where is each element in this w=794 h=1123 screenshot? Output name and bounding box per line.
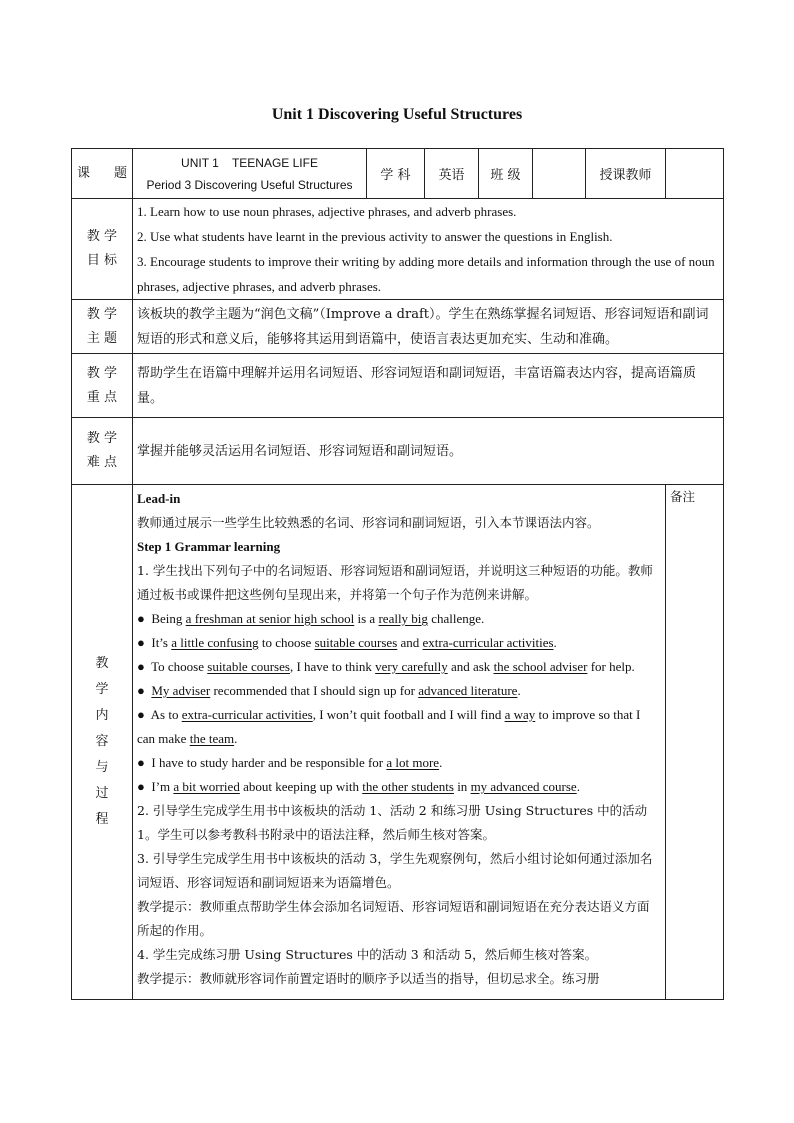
class-value — [533, 149, 586, 199]
example-sentence: ● I have to study harder and be responsible for a lot more. — [137, 755, 443, 770]
theme-row — [72, 300, 724, 354]
objective-item: 3. Encourage students to improve their writing by adding more details and information through the use of noun phrases, adjective phrases, and adverb phrases. — [137, 254, 715, 294]
step1-intro: 1. 学生找出下列句子中的名词短语、形容词短语和副词短语，并说明这三种短语的功能。教师通过板书或课件把这些例句呈现出来，并将第一个句子作为范例来讲解。 — [137, 563, 653, 602]
subject-label: 学 科 — [367, 149, 425, 199]
key-points-label: 教 学 重 点 — [72, 354, 133, 418]
class-label: 班 级 — [479, 149, 533, 199]
lead-in-text: 教师通过展示一些学生比较熟悉的名词、形容词和副词短语，引入本节课语法内容。 — [137, 515, 600, 530]
teacher-label: 授课教师 — [586, 149, 666, 199]
subject-value: 英语 — [425, 149, 479, 199]
objective-item: 2. Use what students have learnt in the previous activity to answer the questions in English. — [137, 229, 613, 244]
objectives-label: 教 学 目 标 — [72, 199, 133, 300]
notes-cell — [666, 485, 724, 1000]
theme-content: 该板块的教学主题为“润色文稿”（Improve a draft）。学生在熟练掌握名词短语、形容词短语和副词短语的形式和意义后，能够将其运用到语篇中，使语言表达更加充实、生动和准确。 — [133, 300, 724, 354]
document-title: Unit 1 Discovering Useful Structures — [271, 106, 523, 123]
step1-title: Step 1 Grammar learning — [137, 539, 281, 554]
lead-in-title: Lead-in — [137, 491, 181, 506]
objectives-row — [72, 199, 724, 300]
course-period: Period 3 Discovering Useful Structures — [146, 177, 353, 192]
key-points-row — [72, 354, 724, 418]
process-item-3: 3. 引导学生完成学生用书中该板块的活动 3，学生先观察例句，然后小组讨论如何通过添加名词短语、形容词短语和副词短语来为语篇增色。 — [137, 851, 653, 890]
example-sentence: ● I’m a bit worried about keeping up with the other students in my advanced course. — [137, 779, 580, 794]
process-item-4: 4. 学生完成练习册 Using Structures 中的活动 3 和活动 5，然后师生核对答案。 — [137, 947, 598, 962]
teaching-tip: 教学提示：教师就形容词作前置定语时的顺序予以适当的指导，但切忌求全。练习册 — [137, 971, 600, 986]
key-points-content: 帮助学生在语篇中理解并运用名词短语、形容词短语和副词短语，丰富语篇表达内容，提高语篇质量。 — [133, 354, 724, 418]
process-item-2: 2. 引导学生完成学生用书中该板块的活动 1、活动 2 和练习册 Using Structures 中的活动 1。学生可以参考教科书附录中的语法注释，然后师生核对答案。 — [137, 803, 648, 842]
lesson-plan-table — [71, 148, 724, 1000]
example-sentence: ● My adviser recommended that I should sign up for advanced literature. — [137, 683, 521, 698]
notes-label: 备注 — [670, 489, 696, 504]
example-sentence: ● Being a freshman at senior high school is a really big challenge. — [137, 611, 485, 626]
objectives-content — [133, 199, 724, 300]
objective-item: 1. Learn how to use noun phrases, adjective phrases, and adverb phrases. — [137, 204, 517, 219]
example-sentence: ● It’s a little confusing to choose suitable courses and extra-curricular activities. — [137, 635, 557, 650]
difficulties-row — [72, 418, 724, 485]
teaching-tip: 教学提示：教师重点帮助学生体会添加名词短语、形容词短语和副词短语在充分表达语义方面所起的作用。 — [137, 899, 650, 938]
topic-label: 课 题 — [72, 149, 133, 199]
theme-label: 教 学 主 题 — [72, 300, 133, 354]
course-title-cell — [133, 149, 367, 199]
difficulties-content: 掌握并能够灵活运用名词短语、形容词短语和副词短语。 — [133, 418, 724, 485]
course-unit: UNIT 1 TEENAGE LIFE — [181, 155, 318, 170]
teacher-value — [666, 149, 724, 199]
process-content — [133, 485, 666, 1000]
example-sentence: ● To choose suitable courses, I have to think very carefully and ask the school adviser for help. — [137, 659, 635, 674]
example-sentence: ● As to extra-curricular activities, I won’t quit football and I will find a way to improve so that I can make the team. — [137, 707, 641, 746]
process-label: 教 学 内 容 与 过 程 — [72, 485, 133, 1000]
difficulties-label: 教 学 难 点 — [72, 418, 133, 485]
process-row — [72, 485, 724, 1000]
header-row — [72, 149, 724, 199]
